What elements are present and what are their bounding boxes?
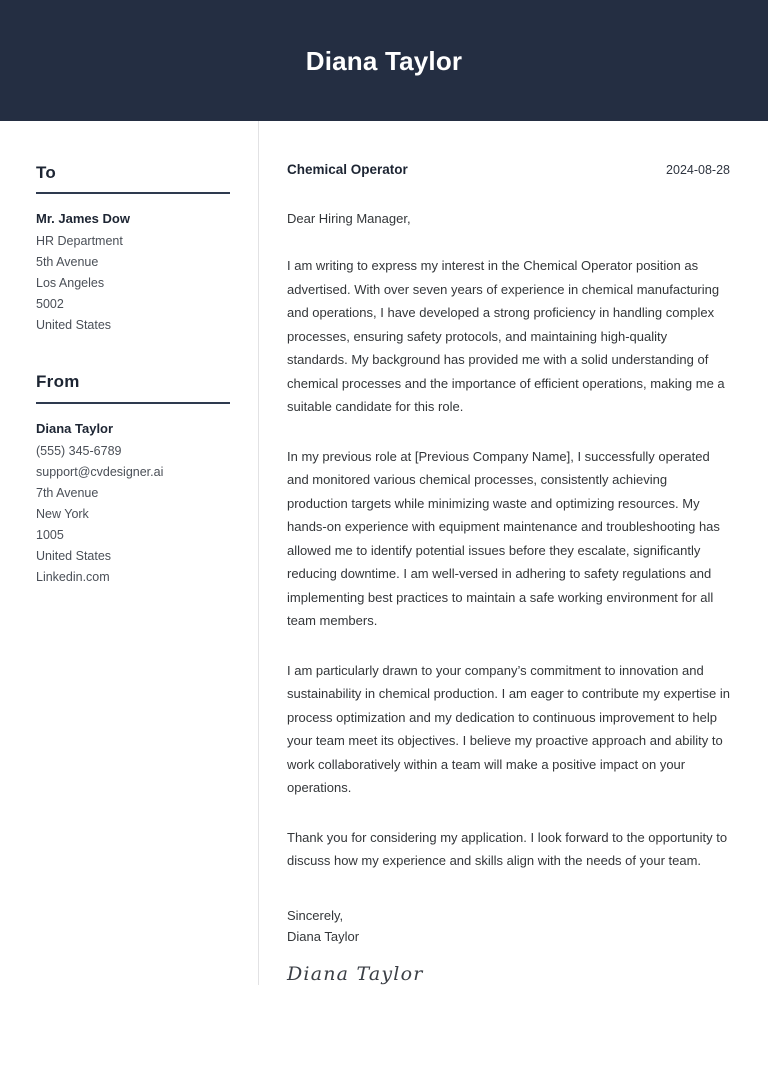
header-name: Diana Taylor [305,45,463,76]
to-heading-rule [36,192,230,194]
from-heading: From [36,372,80,392]
letter-paragraph: I am writing to express my interest in the Chemical Operator position as advertised. With over seven years of experience in chemical manufacturing and operations, I have developed a strong proficiency in handling complex processes, ensuring safety protocols, and maintaining high-quality standards. My background has provided me with a solid understanding of chemical processes and the importance of efficient operations, making me a suitable candidate for this role. [287,258,725,415]
sender-name: Diana Taylor [36,420,114,436]
closing-name: Diana Taylor [287,928,360,944]
recipient-department: HR Department [36,234,123,249]
recipient-street: 5th Avenue [36,255,99,270]
recipient-city: Los Angeles [36,276,105,291]
recipient-section [36,163,230,336]
recipient-country: United States [36,318,112,333]
letter-paragraph: In my previous role at [Previous Company Name], I successfully operated and monitored various chemical processes, consistently achieving production targets while minimizing waste and optimizing resources. My hands-on experience with equipment maintenance and troubleshooting has allowed me to identify potential issues before they escalate, significantly reducing downtime. I am well-versed in adhering to safety regulations and implementing best practices to maintain a safe working environment for all team members. [287,448,720,629]
sender-email[interactable]: support@cvdesigner.ai [36,464,164,479]
document-body [0,121,768,1078]
recipient-name: Mr. James Dow [36,211,130,227]
letter-paragraph: Thank you for considering my application. I look forward to the opportunity to discuss how my experience and skills align with the needs of your team. [287,829,728,869]
sidebar [0,121,258,588]
sender-phone: (555) 345-6789 [36,443,122,458]
salutation: Dear Hiring Manager, [287,210,411,226]
job-title: Chemical Operator [287,162,408,177]
sender-postcode: 1005 [36,527,64,542]
signature: Diana Taylor [287,962,424,985]
sender-country: United States [36,548,112,563]
letter-date: 2024-08-28 [666,163,730,177]
closing-word: Sincerely, [287,907,344,923]
letter-content [259,121,768,985]
letter-topline [287,161,730,179]
letter-closing [287,905,730,947]
letter-paragraph: I am particularly drawn to your company’s commitment to innovation and sustainability in chemical production. I am eager to contribute my expertise in process optimization and my dedication to continuous improvement to help your team meet its objectives. I believe my proactive approach and ability to work collaboratively within a team will make a positive impact on your operations. [287,662,730,796]
to-heading: To [36,163,57,182]
sender-section [36,372,230,587]
recipient-postcode: 5002 [36,297,64,312]
sender-linkedin[interactable]: Linkedin.com [36,569,110,584]
sender-street: 7th Avenue [36,485,99,500]
document-header [0,0,768,121]
sender-city: New York [36,506,89,521]
from-heading-rule [36,402,230,404]
